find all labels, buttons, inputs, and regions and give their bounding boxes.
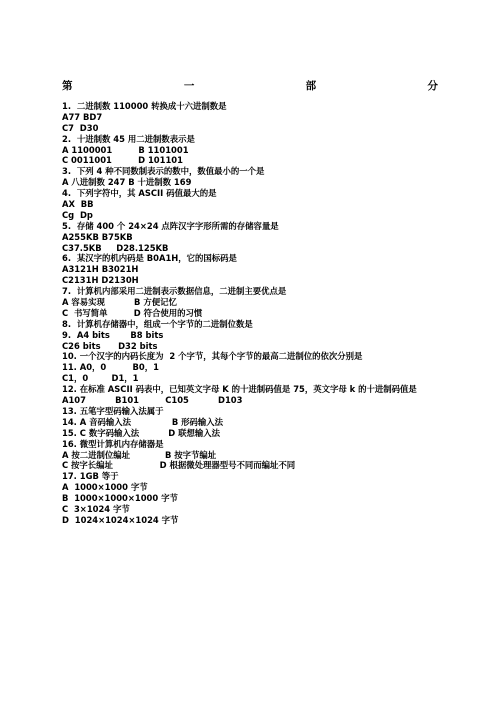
text-line: C7 D30: [62, 122, 99, 133]
heading-char-1: 第: [62, 79, 73, 92]
text-line: C 书写简单 D 符合使用的习惯: [62, 307, 203, 318]
text-line: Cg Dp: [62, 209, 93, 220]
text-line: 11. A0，0 B0，1: [62, 362, 159, 373]
text-line: 8. 计算机存储器中，组成一个字节的二进制位数是: [62, 318, 253, 329]
text-line: A 八进制数 247 B 十进制数 169: [62, 177, 192, 188]
section-heading: [62, 78, 438, 92]
text-line: C37.5KB D28.125KB: [62, 242, 169, 253]
text-line: 16. 微型计算机内存储器是: [62, 438, 164, 449]
heading-char-4: 分: [427, 79, 438, 92]
text-line: 17. 1GB 等于: [62, 471, 119, 482]
text-line: A 容易实现 B 方便记忆: [62, 297, 177, 308]
heading-char-2: 一: [183, 79, 195, 92]
text-line: 2. 十进制数 45 用二进制数表示是: [62, 133, 195, 144]
text-line: C 3×1024 字节: [62, 503, 130, 514]
text-line: 4. 下列字符中，其 ASCII 码值最大的是: [62, 188, 217, 199]
text-line: 10. 一个汉字的内码长度为 2 个字节，其每个字节的最高二进制位的依次分别是: [62, 351, 363, 362]
text-line: C 按字长编址 D 根据微处理器型号不同而编址不同: [62, 460, 296, 471]
text-line: 5. 存储 400 个 24×24 点阵汉字字形所需的存储容量是: [62, 220, 279, 231]
text-line: A107 B101 C105 D103: [62, 395, 243, 406]
text-line: A 1100001 B 1101001: [62, 144, 189, 155]
text-line: D 1024×1024×1024 字节: [62, 514, 179, 525]
text-line: 1. 二进制数 110000 转换成十六进制数是: [62, 101, 227, 111]
text-line: 9. A4 bits B8 bits: [62, 329, 164, 340]
text-line: 15. C 数字码输入法 D 联想输入法: [62, 427, 220, 438]
text-line: A 1000×1000 字节: [62, 482, 148, 493]
text-line: 14. A 音码输入法 B 形码输入法: [62, 416, 224, 427]
text-line: C2131H D2130H: [62, 275, 139, 286]
heading-char-3: 部: [305, 79, 317, 92]
text-line: 7. 计算机内部采用二进制表示数据信息，二进制主要优点是: [62, 286, 287, 297]
text-line: 13. 五笔字型码输入法属于: [62, 405, 164, 416]
text-line: AX BB: [62, 199, 94, 210]
question-list: [62, 101, 442, 526]
text-line: C1，0 D1，1: [62, 373, 139, 384]
text-line: A3121H B3021H: [62, 264, 139, 275]
text-line: A255KB B75KB: [62, 231, 133, 242]
text-line: A77 BD7: [62, 111, 103, 122]
text-line: C 0011001 D 101101: [62, 155, 183, 166]
text-line: C26 bits D32 bits: [62, 340, 158, 351]
text-line: 12. 在标准 ASCII 码表中，已知英文字母 K 的十进制码值是 75，英文字母 k 的十进制码值是: [62, 384, 417, 395]
text-line: 3. 下列 4 种不同数制表示的数中，数值最小的一个是: [62, 166, 265, 177]
text-line: A 按二进制位编址 B 按字节编址: [62, 449, 217, 460]
text-line: B 1000×1000×1000 字节: [62, 493, 178, 504]
text-line: 6. 某汉字的机内码是 B0A1H，它的国标码是: [62, 253, 237, 264]
